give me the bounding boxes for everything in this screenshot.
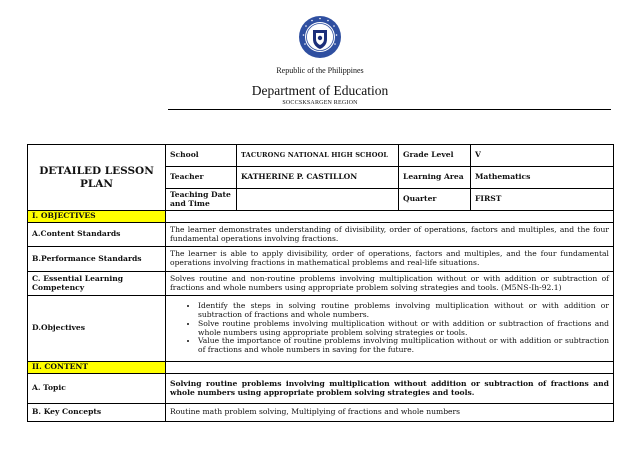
quarter-label: Quarter xyxy=(399,189,471,211)
content-section-spacer xyxy=(166,362,614,374)
performance-standards-label: B.Performance Standards xyxy=(28,247,166,272)
learning-area-label: Learning Area xyxy=(399,167,471,189)
list-item: • Solve routine problems involving multiplication without or with addition or subtraction of fractions and whole numbers using appropriate problem solving strategies or tools. xyxy=(198,320,609,337)
competency-text: Solves routine and non-routine problems involving multiplication without or with addition or subtraction of fractions and whole numbers using appropriate problem solving strategies and tools. (M5NS-Ih-92.1) xyxy=(166,272,614,296)
teacher-label: Teacher xyxy=(166,167,237,189)
teaching-date-value xyxy=(237,189,399,211)
content-standards-label: A.Content Standards xyxy=(28,223,166,247)
key-concepts-label: B. Key Concepts xyxy=(28,404,166,422)
school-label: School xyxy=(166,145,237,167)
key-concepts-text: Routine math problem solving, Multiplying of fractions and whole numbers xyxy=(166,404,614,422)
republic-label: Republic of the Philippines xyxy=(276,66,364,75)
deped-seal-icon xyxy=(298,15,342,59)
teaching-date-label: Teaching Date and Time xyxy=(166,189,237,211)
objectives-list-cell xyxy=(166,296,614,362)
objectives-section-header: I. OBJECTIVES xyxy=(28,211,166,223)
teacher-value: KATHERINE P. CASTILLON xyxy=(237,167,399,189)
grade-label: Grade Level xyxy=(399,145,471,167)
grade-value: V xyxy=(471,145,614,167)
plan-title: DETAILED LESSON PLAN xyxy=(28,145,166,211)
lesson-plan-table xyxy=(27,144,614,422)
competency-label: C. Essential Learning Competency xyxy=(28,272,166,296)
topic-text: Solving routine problems involving multiplication without addition or subtraction of fractions and whole numbers using appropriate problem solving strategies and tools. xyxy=(166,374,614,404)
quarter-value: FIRST xyxy=(471,189,614,211)
topic-label: A. Topic xyxy=(28,374,166,404)
school-value: TACURONG NATIONAL HIGH SCHOOL xyxy=(237,145,399,167)
content-section-header: II. CONTENT xyxy=(28,362,166,374)
region-label: SOCCSKSARGEN REGION xyxy=(282,100,358,106)
content-standards-text: The learner demonstrates understanding of divisibility, order of operations, factors and multiples, and the four fundamental operations involving fractions. xyxy=(166,223,614,247)
learning-area-value: Mathematics xyxy=(471,167,614,189)
header-divider xyxy=(168,109,611,110)
performance-standards-text: The learner is able to apply divisibility, order of operations, factors and multiples, and the four fundamental operations involving fractions in mathematical problems and real-life situations. xyxy=(166,247,614,272)
objectives-list xyxy=(170,302,609,354)
department-title: Department of Education xyxy=(251,83,389,98)
list-item: • Value the importance of routine problems involving multiplication without or with addition or subtraction of fractions and whole numbers in saving for the future. xyxy=(198,337,609,354)
objectives-section-spacer xyxy=(166,211,614,223)
objectives-d-label: D.Objectives xyxy=(28,296,166,362)
list-item: • Identify the steps in solving routine problems involving multiplication without or with addition or subtraction of fractions and whole numbers. xyxy=(198,302,609,319)
